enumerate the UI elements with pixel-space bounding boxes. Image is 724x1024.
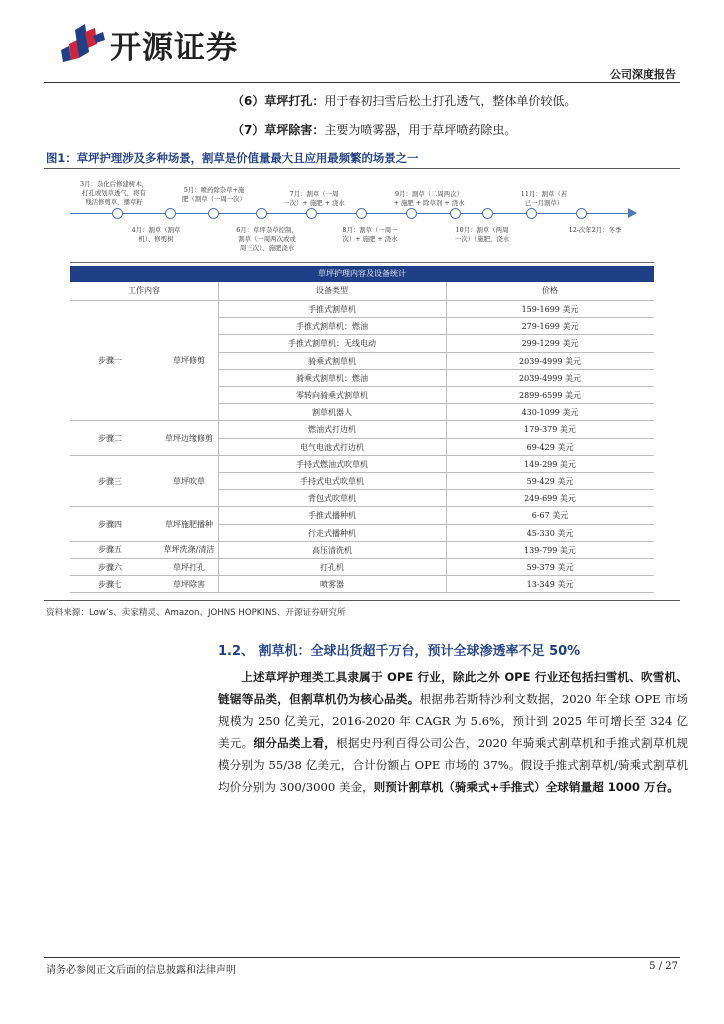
table-cell-equipment: 手持式燃油式吹草机 <box>296 459 368 469</box>
item-text: 用于春初扫雪后松土打孔透气，整体单价较低。 <box>324 94 577 108</box>
logo-icon <box>55 22 107 64</box>
timeline-dot <box>482 208 493 219</box>
table-cell-price: 430-1099 美元 <box>521 408 579 418</box>
table-top-border <box>70 262 654 263</box>
table-cell-step: 步骤一 <box>98 356 122 366</box>
table-cell-equipment: 割草机器人 <box>312 408 352 418</box>
text-phrase: 根据弗若斯特沙利文数据，2020 年全球 OPE 市场规模为 250 亿美元，2016-2020 年 CAGR 为 5.6%，预计到 2025 年可增长至 324 亿美元。 <box>218 692 688 750</box>
table-row-rule <box>218 592 654 593</box>
timeline-dot <box>112 208 123 219</box>
timeline-label: 8月：割草（一周一 次）+ 施肥 + 浇水 <box>342 226 398 243</box>
table-col-rule <box>218 282 219 592</box>
table-cell-price: 2039-4999 美元 <box>519 356 581 366</box>
table-cell-equipment: 背包式吹草机 <box>308 494 356 504</box>
table-row-rule <box>218 352 654 353</box>
timeline-dot <box>256 208 267 219</box>
item-text: 主要为喷雾器，用于草坪喷药除虫。 <box>324 123 517 137</box>
table-row-rule <box>218 524 654 525</box>
table-cell-equipment: 手推式割草机：燃油 <box>296 322 368 332</box>
bold-phrase: 上述草坪护理类工具隶属于 OPE 行业，除此之外 OPE 行业还包括扫雪机、吹雪机、链锯等品类，但割草机仍为核心品类。 <box>218 670 688 706</box>
table-cell-equipment: 燃油式打边机 <box>308 425 356 435</box>
table-row-rule <box>218 317 654 318</box>
table-cell-price: 179-379 美元 <box>524 425 576 435</box>
table-cell-task: 草坪修剪 <box>173 356 205 366</box>
table-cell-equipment: 高压清洗机 <box>312 545 352 555</box>
table-header-cell: 设备类型 <box>316 286 348 295</box>
table-group-rule <box>70 575 218 576</box>
timeline-arrow-icon <box>628 208 637 218</box>
table-row-rule <box>218 386 654 387</box>
table-cell-task: 草坪边缘修剪 <box>165 433 213 443</box>
table-cell-equipment: 骑乘式割草机 <box>308 356 356 366</box>
text-phrase: 根据史丹利百得公司公告，2020 年骑乘式割草机和手推式割草机规模分别为 55/38 亿美元，合计份额占 OPE 市场的 37%。假设手推式割草机/骑乘式割草机均价分别为 300/3000 美金， <box>218 736 688 794</box>
table-cell-price: 59-429 美元 <box>526 477 574 486</box>
table-row-rule <box>218 575 654 576</box>
item-label: （6）草坪打孔： <box>232 94 325 108</box>
timeline-dot <box>208 208 219 219</box>
table-cell-task: 草坪除害 <box>173 579 205 589</box>
timeline-label: 12-次年2月：冬季 <box>568 226 622 234</box>
timeline-label: 4月：割草（割草 机）、修剪树 <box>131 226 181 243</box>
table-cell-equipment: 行走式播种机 <box>308 528 356 538</box>
table-cell-price: 149-299 美元 <box>524 459 576 469</box>
table-cell-task: 草坪打孔 <box>173 562 205 572</box>
table-header-cell: 工作内容 <box>128 286 160 295</box>
table-cell-equipment: 喷雾器 <box>320 580 344 590</box>
table-cell-step: 步骤五 <box>98 545 122 555</box>
figure-divider <box>44 168 680 169</box>
table-cell-price: 299-1299 美元 <box>521 339 579 349</box>
timeline-dot <box>406 208 417 219</box>
table-header-cell: 价格 <box>542 286 558 295</box>
table-cell-equipment: 手持式电式吹草机 <box>300 477 364 486</box>
table-cell-price: 2899-6599 美元 <box>519 391 581 400</box>
table-cell-price: 69-429 美元 <box>526 442 574 452</box>
table-cell-equipment: 手推式播种机 <box>308 511 356 521</box>
table-group-rule <box>70 420 218 421</box>
table-row-rule <box>218 403 654 404</box>
table-row-rule <box>218 472 654 473</box>
table-row-rule <box>218 438 654 439</box>
table-group-rule <box>70 592 218 593</box>
page-number: 5 / 27 <box>649 961 678 972</box>
figure-source: 资料来源：Low’s、卖家精灵、Amazon、JOHNS HOPKINS、开源证券研究所 <box>46 608 346 618</box>
timeline-label: 5月：喷药除杂草+施 肥（割草（一周一次） <box>182 186 246 203</box>
timeline-label: 6月：草坪杂草控制， 割草（一周两次或或 周三次）、施肥浇水 <box>236 226 298 252</box>
timeline-dot <box>165 208 176 219</box>
table-row-rule <box>218 334 654 335</box>
timeline-dot <box>306 208 317 219</box>
table-group-rule <box>70 506 218 507</box>
bold-phrase: 细分品类上看， <box>253 736 337 750</box>
table-cell-equipment: 零转向骑乘式割草机 <box>296 391 368 400</box>
timeline-dot <box>356 208 367 219</box>
table-title: 草坪护理内容及设备统计 <box>70 266 654 282</box>
footer-divider <box>44 957 680 958</box>
table-cell-task: 草坪施肥播种 <box>165 519 213 529</box>
bold-phrase: 则预计割草机（骑乘式+手推式）全球销量超 1000 万台。 <box>373 780 679 794</box>
table-row-rule <box>218 541 654 542</box>
table-cell-price: 6-67 美元 <box>531 511 569 521</box>
table-row-rule <box>218 489 654 490</box>
table-cell-step: 步骤六 <box>98 562 122 572</box>
report-type: 公司深度报告 <box>610 68 676 81</box>
timeline-label: 9月：割草（二周两次） + 施肥 + 除草剂 + 浇水 <box>393 190 465 207</box>
table-cell-price: 13-349 美元 <box>526 580 574 590</box>
item-lawn-aeration <box>232 92 576 109</box>
section-paragraph <box>218 666 688 798</box>
table-cell-price: 2039-4999 美元 <box>519 373 581 383</box>
timeline-dot <box>526 208 537 219</box>
table-row-rule <box>218 369 654 370</box>
table-group-rule <box>70 455 218 456</box>
table-cell-task: 草坪吹草 <box>173 476 205 486</box>
brand-name: 开源证券 <box>110 30 238 66</box>
table-group-rule <box>70 541 218 542</box>
table-row-rule <box>218 506 654 507</box>
table-cell-task: 草坪洗涤/清洁 <box>163 545 215 555</box>
footer-disclaimer: 请务必参阅正文后面的信息披露和法律声明 <box>46 965 236 976</box>
table-cell-step: 步骤三 <box>98 476 122 486</box>
timeline-dot <box>576 208 587 219</box>
table-cell-step: 步骤四 <box>98 519 122 529</box>
table-group-rule <box>70 558 218 559</box>
table-cell-equipment: 手推式割草机 <box>308 305 356 314</box>
table-cell-price: 279-1699 美元 <box>521 322 579 332</box>
table-cell-step: 步骤七 <box>98 579 122 589</box>
timeline-label: 10月：割草（两周 一次）（施肥，浇水 <box>454 226 510 243</box>
table-row-rule <box>218 420 654 421</box>
table-cell-equipment: 打孔机 <box>320 563 344 572</box>
timeline-label: 7月：割草（一周 一次）+ 施肥 + 浇水 <box>283 190 345 207</box>
table-row-rule <box>218 455 654 456</box>
source-divider <box>44 600 680 601</box>
table-cell-equipment: 骑乘式割草机：燃油 <box>296 373 368 383</box>
table-cell-price: 59-379 美元 <box>526 563 574 572</box>
table-cell-price: 249-699 美元 <box>524 494 576 504</box>
table-cell-equipment: 电气电池式打边机 <box>300 442 364 452</box>
table-cell-equipment: 手推式割草机：无线电动 <box>288 339 376 349</box>
table-cell-price: 159-1699 美元 <box>521 305 579 314</box>
table-rule <box>70 300 654 301</box>
table-col-rule <box>446 282 447 592</box>
table-cell-price: 45-330 美元 <box>526 528 574 538</box>
table-cell-price: 139-799 美元 <box>524 545 576 555</box>
figure-title: 图1：草坪护理涉及多种场景，割草是价值量最大且应用最频繁的场景之一 <box>46 151 419 165</box>
timeline-axis <box>70 213 630 214</box>
table-row-rule <box>218 558 654 559</box>
table-cell-step: 步骤二 <box>98 433 122 443</box>
timeline-label: 3月：杂化后修建树木， 打孔或划草透气，将有 残活修剪草，播草籽 <box>80 180 148 206</box>
timeline-dot <box>450 208 461 219</box>
item-label: （7）草坪除害： <box>232 123 325 137</box>
header-divider <box>44 82 680 83</box>
item-lawn-pest <box>232 121 516 138</box>
timeline-label: 11月：割草（若 已一月割草） <box>520 190 568 207</box>
section-title: 1.2、 割草机：全球出货超千万台，预计全球渗透率不足 50% <box>218 644 581 659</box>
